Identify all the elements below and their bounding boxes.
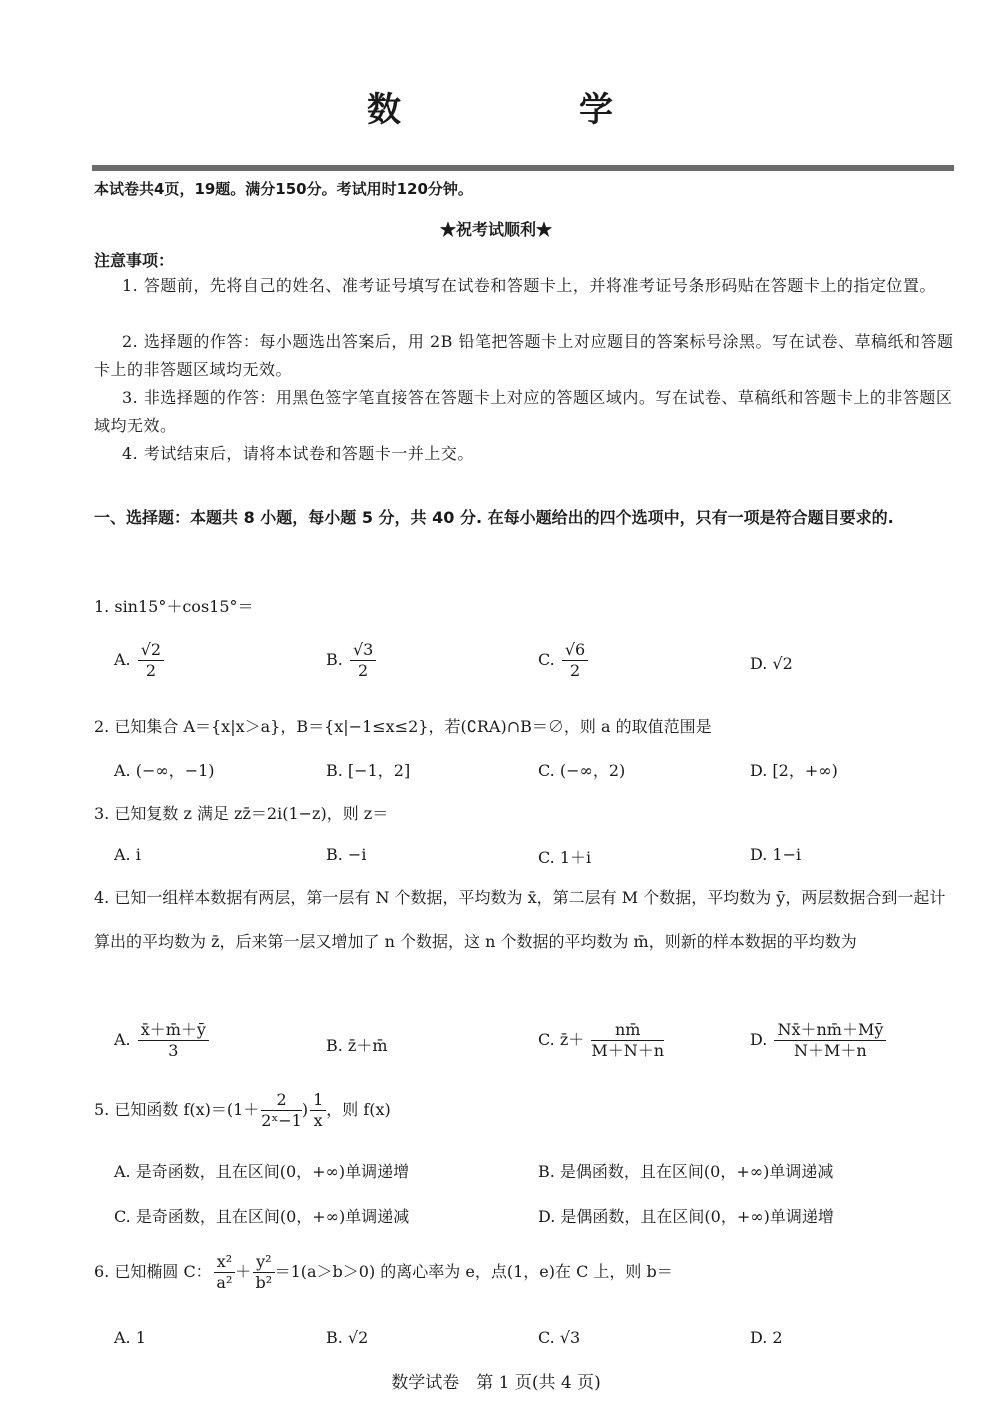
notice-item-2: 2. 选择题的作答：每小题选出答案后，用 2B 铅笔把答题卡上对应题目的答案标号涂黑。写在试卷、草稿纸和答题卡上的非答题区域均无效。 — [94, 332, 954, 379]
q1-option-b — [326, 640, 376, 681]
q4-d-denominator: N＋M＋n — [794, 1041, 867, 1060]
notice-item-3: 3. 非选择题的作答：用黑色签字笔直接答在答题卡上对应的答题区域内。写在试卷、草稿纸和答题卡上的非答题区域均无效。 — [94, 388, 953, 435]
q2-option-c: C. (−∞，2) — [538, 761, 626, 780]
q6-option-c: C. √3 — [538, 1328, 581, 1347]
q5-option-b: B. 是偶函数，且在区间(0，+∞)单调递减 — [538, 1162, 834, 1181]
q3-option-d: D. 1−i — [750, 845, 802, 864]
q4-c-numerator: nm̄ — [591, 1020, 664, 1041]
q1-option-b-fraction — [350, 640, 376, 681]
q1-option-a — [114, 640, 164, 681]
q1-option-a-fraction — [138, 640, 164, 681]
page-title: 数 学 — [367, 90, 685, 130]
q5-frac1-denominator: 2ˣ−1 — [261, 1111, 302, 1130]
good-luck-banner: ★祝考试顺利★ — [439, 220, 552, 239]
header-divider — [92, 165, 954, 171]
q6-option-b: B. √2 — [326, 1328, 369, 1347]
q1-option-c — [538, 640, 588, 681]
q2-option-d: D. [2，+∞) — [750, 761, 838, 780]
q1-b-numerator: √3 — [350, 640, 376, 661]
q4-option-d — [750, 1020, 886, 1061]
question-4-stem: 4. 已知一组样本数据有两层，第一层有 N 个数据，平均数为 x̄，第二层有 M 个数据，平均数为 ȳ，两层数据合到一起计算出的平均数为 z̄，后来第一层又增加了 n 个数据，这 n 个数据的平均数为 m̄，则新的样本数据的平均数为 — [94, 888, 946, 951]
q6-f1-numerator: x² — [214, 1252, 235, 1273]
q1-option-b-label: B. — [326, 650, 343, 669]
q5-option-a: A. 是奇函数，且在区间(0，+∞)单调递增 — [114, 1162, 410, 1181]
q2-option-a: A. (−∞，−1) — [114, 761, 215, 780]
q6-f2-denominator: b² — [255, 1273, 273, 1292]
q1-a-denominator: 2 — [145, 661, 157, 680]
q4-option-a-fraction — [138, 1020, 209, 1061]
notice-item-4: 4. 考试结束后，请将本试卷和答题卡一并上交。 — [122, 444, 474, 463]
q1-option-c-fraction — [562, 640, 588, 681]
section-heading: 一、选择题：本题共 8 小题，每小题 5 分，共 40 分. 在每小题给出的四个选项中，只有一项是符合题目要求的. — [94, 508, 894, 527]
q4-option-b: B. z̄＋m̄ — [326, 1036, 388, 1055]
q4-option-d-label: D. — [750, 1030, 768, 1049]
q3-option-b: B. −i — [326, 845, 367, 864]
q3-option-a: A. i — [114, 845, 141, 864]
question-3-stem: 3. 已知复数 z 满足 zz̄＝2i(1−z)，则 z＝ — [94, 804, 389, 823]
q5-frac2-numerator: 1 — [310, 1090, 326, 1111]
q5-frac1-numerator: 2 — [261, 1090, 302, 1111]
q4-option-a-label: A. — [114, 1030, 131, 1049]
notice-item-1: 1. 答题前，先将自己的姓名、准考证号填写在试卷和答题卡上，并将准考证号条形码贴在答题卡上的指定位置。 — [122, 276, 936, 295]
q5-frac2-denominator: x — [313, 1111, 323, 1130]
q6-option-d: D. 2 — [750, 1328, 783, 1347]
q6-stem-prefix: 6. 已知椭圆 C： — [94, 1262, 212, 1281]
q1-b-denominator: 2 — [358, 661, 369, 680]
page-footer: 数学试卷 第 1 页(共 4 页) — [391, 1373, 601, 1393]
q6-fraction-x — [214, 1252, 235, 1293]
q5-stem-middle: ) — [301, 1100, 309, 1119]
q4-option-c — [538, 1020, 664, 1061]
question-6-stem — [94, 1252, 673, 1293]
q2-option-b: B. [−1，2] — [326, 761, 411, 780]
q1-option-d: D. √2 — [750, 654, 793, 673]
q4-option-d-fraction — [774, 1020, 886, 1061]
q5-fraction-2 — [310, 1090, 326, 1131]
q6-fraction-y — [253, 1252, 274, 1293]
question-5-stem — [94, 1090, 391, 1131]
q4-c-denominator: M＋N＋n — [591, 1041, 665, 1060]
q5-stem-suffix: ，则 f(x) — [326, 1100, 391, 1119]
q6-f2-numerator: y² — [253, 1252, 274, 1273]
q3-option-c: C. 1＋i — [538, 848, 592, 867]
q4-option-c-fraction — [591, 1020, 664, 1061]
exam-intro: 本试卷共4页，19题。满分150分。考试用时120分钟。 — [94, 180, 473, 198]
question-2-stem: 2. 已知集合 A＝{x|x＞a}，B＝{x|−1≤x≤2}，若(∁RA)∩B＝∅，则 a 的取值范围是 — [94, 717, 712, 736]
question-1-stem: 1. sin15°＋cos15°＝ — [94, 597, 254, 616]
q6-stem-suffix: ＝1(a＞b＞0) 的离心率为 e，点(1，e)在 C 上，则 b＝ — [274, 1262, 673, 1281]
q6-option-a: A. 1 — [114, 1328, 146, 1347]
q4-a-numerator: x̄＋m̄＋ȳ — [138, 1020, 209, 1041]
q6-f1-denominator: a² — [216, 1273, 233, 1292]
q4-d-numerator: Nx̄＋nm̄＋Mȳ — [774, 1020, 886, 1041]
q1-c-numerator: √6 — [562, 640, 588, 661]
q1-option-a-label: A. — [114, 650, 131, 669]
q5-option-d: D. 是偶函数，且在区间(0，+∞)单调递增 — [538, 1207, 834, 1226]
q1-a-numerator: √2 — [138, 640, 164, 661]
q5-option-c: C. 是奇函数，且在区间(0，+∞)单调递减 — [114, 1207, 410, 1226]
q4-option-c-label: C. z̄＋ — [538, 1030, 585, 1049]
q4-option-a — [114, 1020, 209, 1061]
q5-stem-prefix: 5. 已知函数 f(x)＝(1＋ — [94, 1100, 260, 1119]
notice-heading: 注意事项： — [94, 251, 175, 270]
q4-a-denominator: 3 — [168, 1041, 179, 1060]
q6-plus: ＋ — [235, 1262, 252, 1281]
q1-option-c-label: C. — [538, 650, 555, 669]
q1-c-denominator: 2 — [569, 661, 581, 680]
q5-fraction-1 — [261, 1090, 302, 1131]
